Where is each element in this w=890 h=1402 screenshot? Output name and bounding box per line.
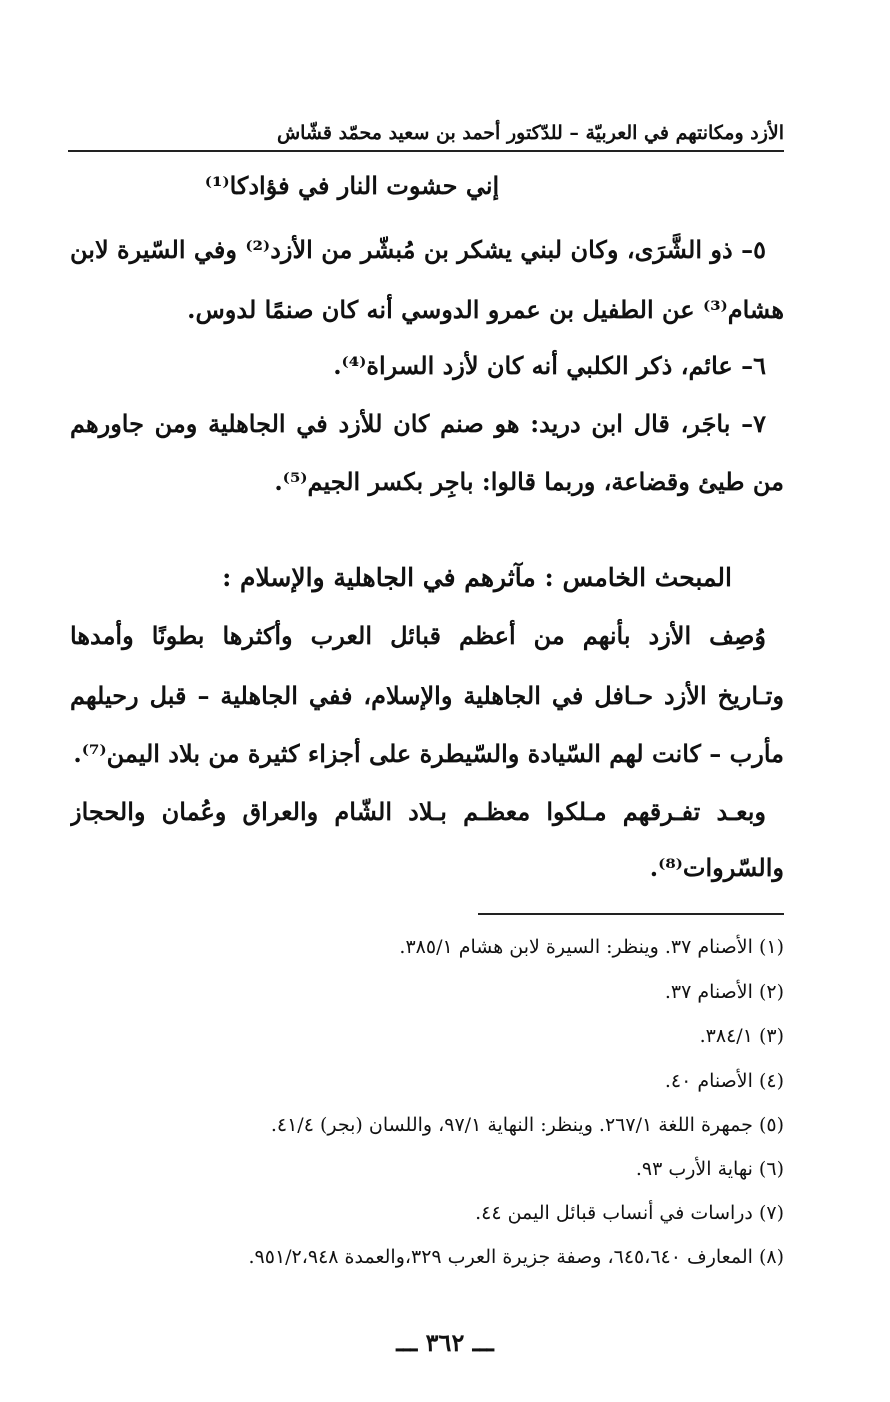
paragraph-1-line-3: مأرب – كانت لهم السّيادة والسّيطرة على أجزاء كثيرة من بلاد اليمن⁽⁷⁾. <box>73 739 784 768</box>
footnote-5: (٥) جمهرة اللغة ٢٦٧/١. وينظر: النهاية ٩٧/١، واللسان (بجر) ٤١/٤. <box>270 1114 784 1136</box>
footnote-3: (٣) ٣٨٤/١. <box>699 1025 784 1047</box>
section-heading: المبحث الخامس : مآثرهم في الجاهلية والإسلام : <box>222 563 732 592</box>
item-6: ٦– عائم، ذكر الكلبي أنه كان لأزد السراة⁽⁴⁾. <box>333 351 766 380</box>
footnote-6: (٦) نهاية الأرب ٩٣. <box>635 1158 784 1180</box>
paragraph-2-line-1: وبعـد تفـرقهم مـلكوا معظـم بـلاد الشّام والعراق وعُمان والحجاز <box>70 797 766 826</box>
page-number: ـــ ٣٦٢ ـــ <box>396 1328 494 1357</box>
footnote-1: (١) الأصنام ٣٧. وينظر: السيرة لابن هشام ٣٨٥/١. <box>399 936 784 958</box>
paragraph-1-line-2: وتـاريخ الأزد حـافل في الجاهلية والإسلام، ففي الجاهلية – قبل رحيلهم <box>70 681 784 710</box>
paragraph-2-line-2: والسّروات⁽⁸⁾. <box>649 853 784 882</box>
footnote-2: (٢) الأصنام ٣٧. <box>664 981 784 1003</box>
running-header-title: الأزد ومكانتهم في العربيّة – للدّكتور أحمد بن سعيد محمّد قشّاش <box>276 122 784 144</box>
item-7-line-1: ٧– باجَر، قال ابن دريد: هو صنم كان للأزد في الجاهلية ومن جاورهم <box>70 409 766 438</box>
item-5-line-1: ٥– ذو الشَّرَى، وكان لبني يشكر بن مُبشّر من الأزد⁽²⁾ وفي السّيرة لابن <box>70 235 766 264</box>
item-5-line-2: هشام⁽³⁾ عن الطفيل بن عمرو الدوسي أنه كان صنمًا لدوس. <box>187 295 784 324</box>
footnote-7: (٧) دراسات في أنساب قبائل اليمن ٤٤. <box>475 1202 784 1224</box>
item-7-line-2: من طيئ وقضاعة، وربما قالوا: باجِر بكسر الجيم⁽⁵⁾. <box>274 467 784 496</box>
header-rule <box>68 150 784 152</box>
footnote-4: (٤) الأصنام ٤٠. <box>664 1070 784 1092</box>
footnote-8: (٨) المعارف ٦٤٥،٦٤٠، وصفة جزيرة العرب ٣٢٩،والعمدة ٩٥١/٢،٩٤٨. <box>248 1246 784 1268</box>
footnote-separator <box>478 913 784 915</box>
verse-line: إني حشوت النار في فؤادكا⁽¹⁾ <box>204 171 500 200</box>
paragraph-1-line-1: وُصِف الأزد بأنهم من أعظم قبائل العرب وأكثرها بطونًا وأمدها <box>70 621 766 650</box>
